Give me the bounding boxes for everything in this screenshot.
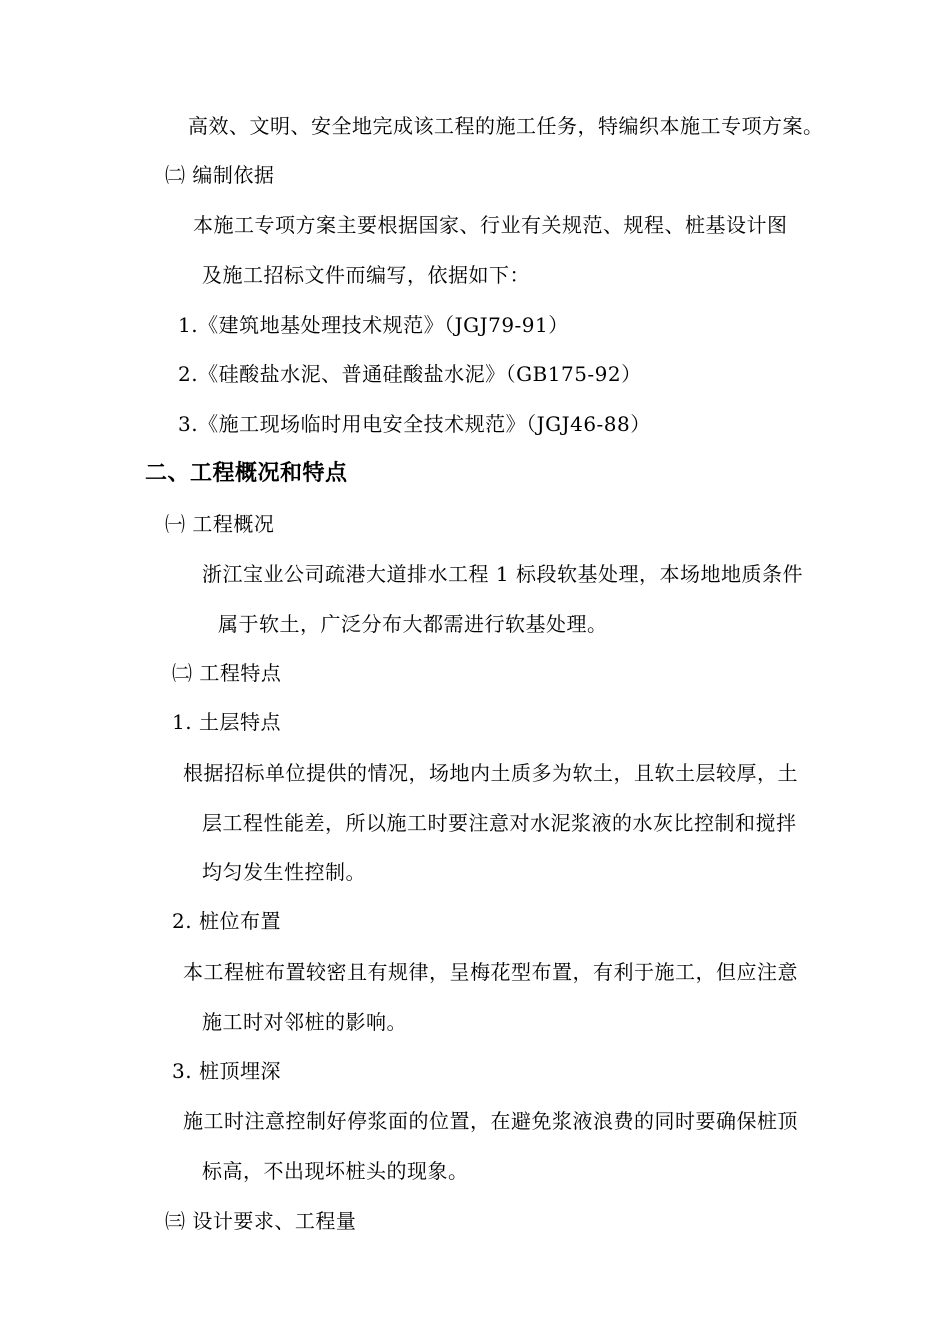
paragraph-line: 施工时注意控制好停浆面的位置，在避免浆液浪费的同时要确保桩顶: [183, 1109, 798, 1133]
paragraph-line: 层工程性能差，所以施工时要注意对水泥浆液的水灰比控制和搅拌: [202, 811, 797, 835]
reference-item: 2.《硅酸盐水泥、普通硅酸盐水泥》（GB175-92）: [178, 362, 642, 386]
paragraph-line: 本工程桩布置较密且有规律，呈梅花型布置，有利于施工，但应注意: [183, 960, 798, 984]
subsection-heading-basis: ㈡ 编制依据: [165, 163, 275, 187]
paragraph-line: 根据招标单位提供的情况，场地内土质多为软土，且软土层较厚，土: [183, 761, 798, 785]
paragraph-line: 施工时对邻桩的影响。: [202, 1010, 407, 1034]
paragraph-line: 属于软土，广泛分布大都需进行软基处理。: [218, 612, 608, 636]
item-heading: 1. 土层特点: [172, 710, 281, 734]
subsection-heading-requirements: ㈢ 设计要求、工程量: [165, 1209, 357, 1233]
paragraph-line: 及施工招标文件而编写，依据如下：: [202, 263, 530, 287]
section-heading: 二、工程概况和特点: [145, 461, 348, 486]
paragraph-line: 均匀发生性控制。: [202, 860, 366, 884]
reference-item: 1.《建筑地基处理技术规范》（JGJ79-91）: [178, 313, 569, 337]
item-heading: 3. 桩顶埋深: [172, 1059, 281, 1083]
subsection-heading-features: ㈡ 工程特点: [172, 661, 282, 685]
paragraph-line: 浙江宝业公司疏港大道排水工程 1 标段软基处理，本场地地质条件: [202, 562, 803, 586]
reference-item: 3.《施工现场临时用电安全技术规范》（JGJ46-88）: [178, 412, 651, 436]
paragraph-line: 本施工专项方案主要根据国家、行业有关规范、规程、桩基设计图: [193, 213, 788, 237]
paragraph-continuation: 高效、文明、安全地完成该工程的施工任务，特编织本施工专项方案。: [188, 114, 824, 138]
item-heading: 2. 桩位布置: [172, 909, 281, 933]
paragraph-line: 标高，不出现坏桩头的现象。: [202, 1159, 469, 1183]
subsection-heading-overview: ㈠ 工程概况: [165, 512, 275, 536]
